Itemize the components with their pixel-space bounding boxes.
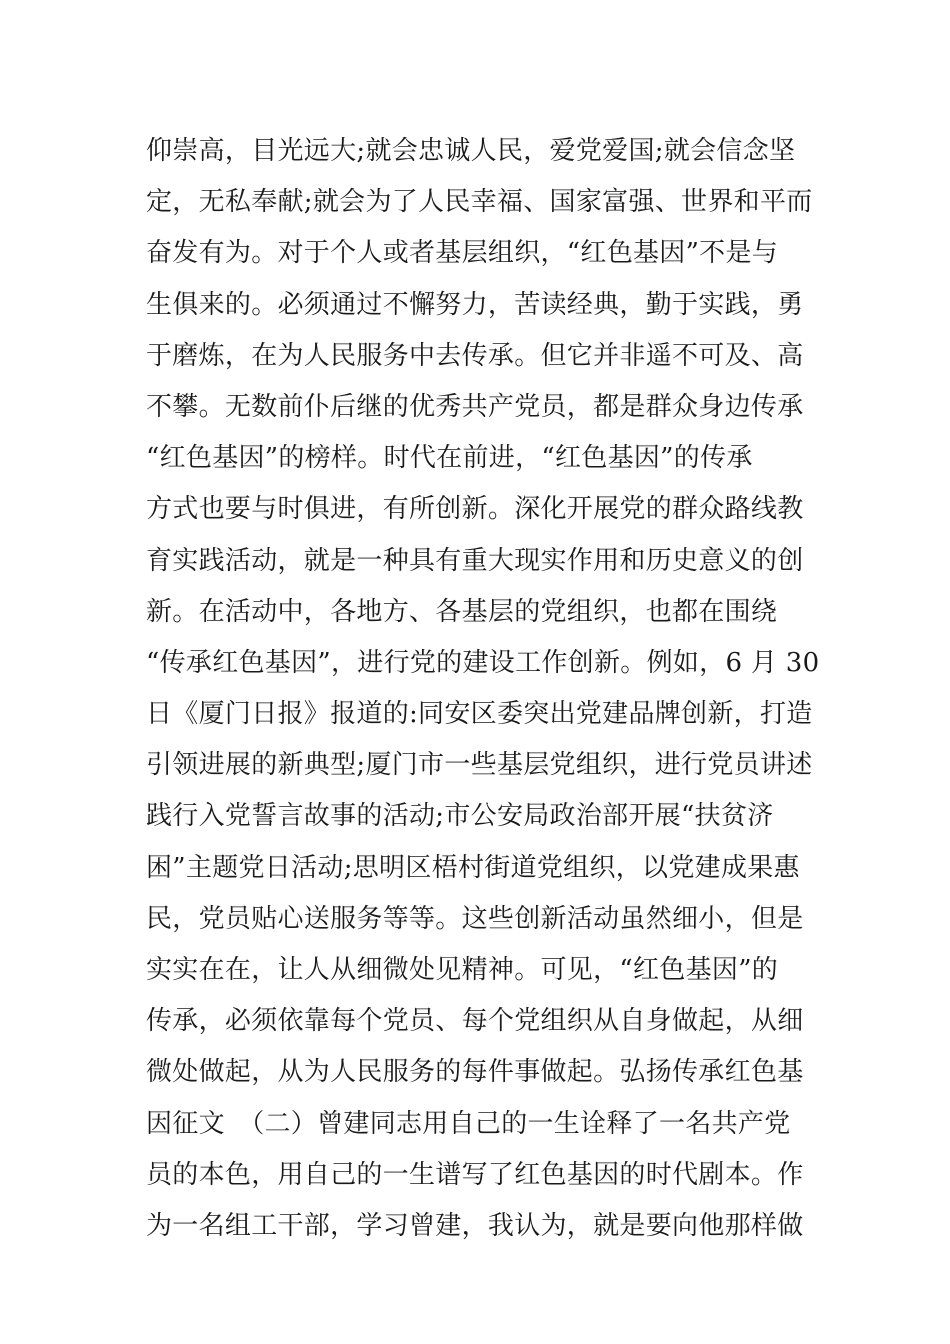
text-line: 生俱来的。必须通过不懈努力，苦读经典，勤于实践，勇 — [146, 289, 804, 320]
body-text — [146, 126, 820, 1252]
text-line: 于磨炼，在为人民服务中去传承。但它并非遥不可及、高 — [146, 340, 804, 371]
text-line: 不攀。无数前仆后继的优秀共产党员，都是群众身边传承 — [146, 391, 804, 422]
text-line: “传承红色基因”，进行党的建设工作创新。例如，6 月 30 — [146, 647, 820, 678]
text-line: 新。在活动中，各地方、各基层的党组织，也都在围绕 — [146, 596, 778, 627]
text-line: 引领进展的新典型;厦门市一些基层党组织，进行党员讲述 — [146, 750, 813, 781]
text-line: 因征文 （二）曾建同志用自己的一生诠释了一名共产党 — [146, 1108, 791, 1139]
text-line: 实实在在，让人从细微处见精神。可见，“红色基因”的 — [146, 955, 779, 985]
text-line: 践行入党誓言故事的活动;市公安局政治部开展“扶贫济 — [146, 801, 774, 832]
text-line: 微处做起，从为人民服务的每件事做起。弘扬传承红色基 — [146, 1057, 804, 1088]
text-line: 育实践活动，就是一种具有重大现实作用和历史意义的创 — [146, 545, 804, 576]
text-line: 方式也要与时俱进，有所创新。深化开展党的群众路线教 — [146, 494, 804, 525]
text-line: 民，党员贴心送服务等等。这些创新活动虽然细小，但是 — [146, 903, 804, 934]
text-line: 传承，必须依靠每个党员、每个党组织从自身做起，从细 — [146, 1006, 804, 1037]
text-line: 仰崇高，目光远大;就会忠诚人民，爱党爱国;就会信念坚 — [146, 136, 796, 166]
text-line: 困”主题党日活动;思明区梧村街道党组织，以党建成果惠 — [146, 852, 800, 883]
text-line: 奋发有为。对于个人或者基层组织，“红色基因”不是与 — [146, 238, 779, 269]
text-line: 日《厦门日报》报道的:同安区委突出党建品牌创新，打造 — [146, 699, 813, 730]
text-line: 定，无私奉献;就会为了人民幸福、国家富强、世界和平而 — [146, 187, 813, 218]
text-line: 员的本色，用自己的一生谱写了红色基因的时代剧本。作 — [146, 1159, 804, 1190]
text-line: 为一名组工干部，学习曾建，我认为，就是要向他那样做 — [146, 1210, 804, 1241]
text-line: “红色基因”的榜样。时代在前进，“红色基因”的传承 — [146, 443, 753, 474]
